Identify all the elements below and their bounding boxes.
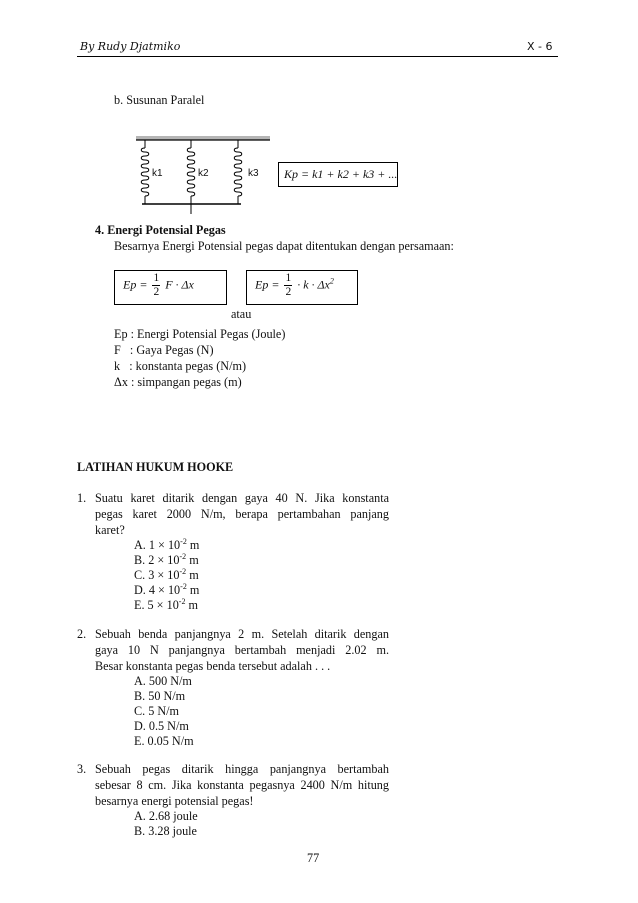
exercise-title: LATIHAN HUKUM HOOKE [77, 460, 234, 474]
q3-option-b: B. 3.28 joule [134, 824, 197, 838]
q3-number: 3. [77, 762, 87, 776]
q3-line2: sebesar 8 cm. Jika konstanta pegasnya 2400 N/m hitung [95, 778, 389, 792]
q1-option-e: E. $5 \times 10^{-2}$ m [134, 597, 198, 612]
q2-option-b: B. 50 N/m [134, 689, 186, 703]
f1-rhs: F · Δx [165, 277, 194, 292]
q1-option-d: D. $4 \times 10^{-2}$ m [134, 582, 200, 597]
energy-legend-ep: Ep : Energi Potensial Pegas (Joule) [114, 327, 286, 341]
page-number: 77 [307, 851, 320, 865]
energy-legend-f: F : Gaya Pegas (N) [114, 343, 214, 357]
f1-numerator: 1 [153, 272, 160, 284]
parallel-formula: Kp = k1 + k2 + k3 + ... [284, 167, 398, 181]
q2-number: 2. [77, 627, 87, 641]
q2-option-d: D. 0.5 N/m [134, 719, 189, 733]
q1-option-c: C. $3 \times 10^{-2}$ m [134, 567, 199, 582]
q3-line3: besarnya energi potensial pegas! [95, 794, 254, 808]
energy-legend-k: k : konstanta pegas (N/m) [114, 359, 247, 373]
q2-option-a: A. 500 N/m [134, 674, 192, 688]
q3-line1: Sebuah pegas ditarik hingga panjangnya bertambah [95, 762, 389, 776]
spring-label-k3: k3 [248, 168, 259, 179]
f1-fraction [152, 272, 160, 299]
q2-option-e: E. 0.05 N/m [134, 734, 194, 748]
parallel-title: b. Susunan Paralel [114, 93, 205, 107]
q2-line2: gaya 10 N panjangnya bertambah menjadi 2.02 m. [95, 643, 389, 657]
f2-fraction [284, 272, 292, 299]
header-code: X - 6 [527, 40, 553, 53]
spring-k2 [187, 140, 195, 214]
f1-denominator: 2 [153, 286, 160, 298]
q1-line1: Suatu karet ditarik dengan gaya 40 N. Jika konstanta [95, 491, 389, 505]
spring-k3 [234, 140, 242, 204]
f2-numerator: 1 [285, 272, 292, 284]
header-author: By Rudy Djatmiko [80, 40, 181, 53]
q2-line1: Sebuah benda panjangnya 2 m. Setelah ditarik dengan [95, 627, 389, 641]
q1-line2: pegas karet 2000 N/m, berapa pertambahan panjang [95, 507, 389, 521]
f2-lhs: Ep = [255, 277, 280, 292]
spring-label-k2: k2 [198, 168, 209, 179]
ceiling-plate [136, 136, 270, 140]
energy-formula-1 [114, 270, 227, 305]
energy-formula-2 [246, 270, 358, 305]
spring-label-k1: k1 [152, 168, 163, 179]
energy-or: atau [231, 307, 252, 321]
q1-option-a: A. $1 \times 10^{-2}$ m [134, 537, 200, 552]
q3-option-a: A. 2.68 joule [134, 809, 198, 823]
header-rule [77, 56, 558, 57]
q2-option-c: C. 5 N/m [134, 704, 180, 718]
energy-legend-dx: Δx : simpangan pegas (m) [114, 375, 242, 389]
q2-line3: Besar konstanta pegas benda tersebut adalah . . . [95, 659, 331, 673]
f1-lhs: Ep = [123, 277, 148, 292]
f2-exponent: 2 [329, 276, 334, 286]
q1-option-b: B. $2 \times 10^{-2}$ m [134, 552, 199, 567]
q1-number: 1. [77, 491, 87, 505]
parallel-formula-box [278, 162, 398, 187]
f2-denominator: 2 [285, 286, 292, 298]
q1-line3: karet? [95, 523, 125, 537]
spring-k1 [141, 140, 149, 204]
energy-heading: 4. Energi Potensial Pegas [95, 223, 226, 237]
energy-intro: Besarnya Energi Potensial pegas dapat ditentukan dengan persamaan: [114, 239, 454, 253]
f2-rhs: · k · Δx [297, 277, 330, 292]
